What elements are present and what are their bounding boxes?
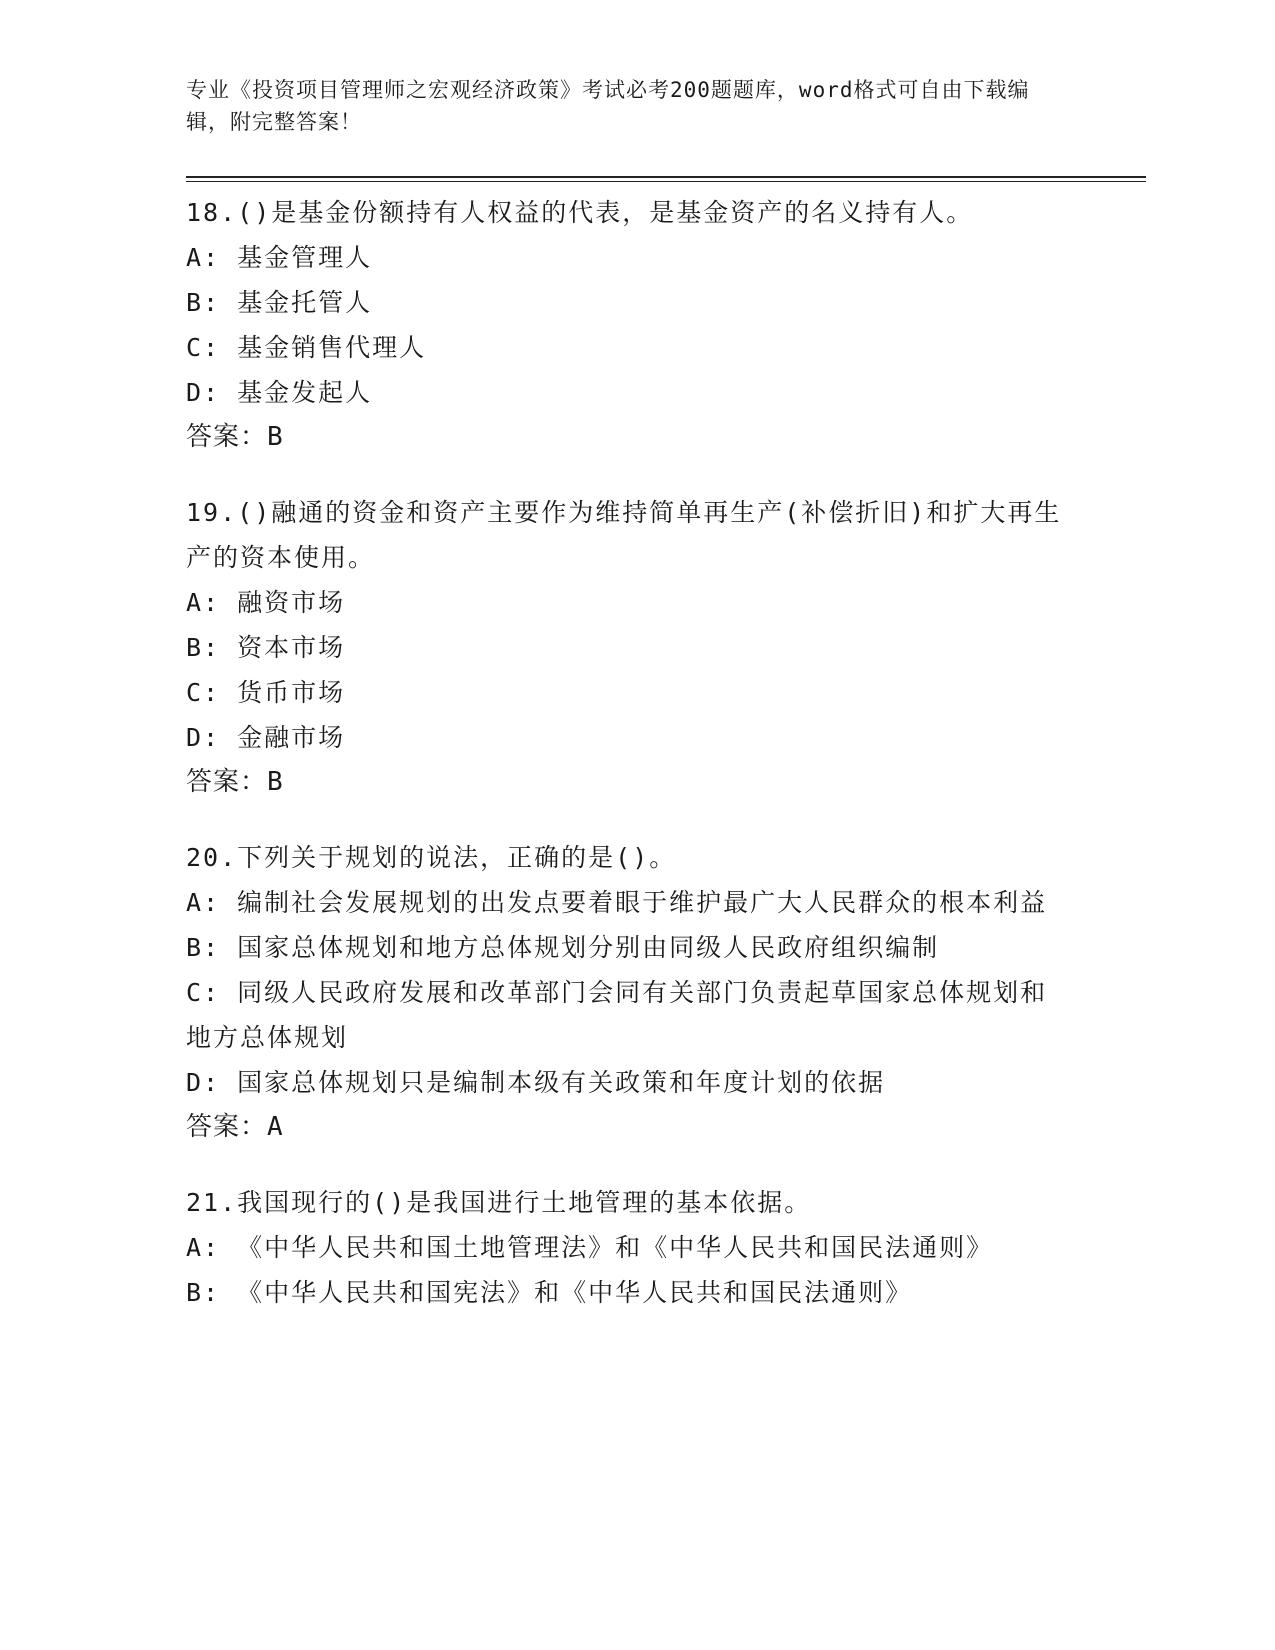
question-stem: 18.()是基金份额持有人权益的代表，是基金资产的名义持有人。	[186, 198, 974, 227]
answer	[186, 1105, 1066, 1150]
option-b: B: 国家总体规划和地方总体规划分别由同级人民政府组织编制	[186, 933, 940, 962]
answer-value: A	[267, 1112, 284, 1142]
option-a: A: 基金管理人	[186, 243, 373, 272]
question-18	[186, 190, 1066, 460]
option-b: B: 资本市场	[186, 633, 346, 662]
question-list	[186, 190, 1066, 1345]
option-d: D: 金融市场	[186, 723, 346, 752]
option-b: B: 基金托管人	[186, 288, 373, 317]
option-c: C: 同级人民政府发展和改革部门会同有关部门负责起草国家总体规划和地方总体规划	[186, 978, 1048, 1052]
answer-value: B	[267, 422, 284, 452]
option-c: C: 货币市场	[186, 678, 346, 707]
answer-label: 答案：	[186, 1112, 268, 1142]
question-stem: 20.下列关于规划的说法，正确的是()。	[186, 843, 677, 872]
question-stem: 19.()融通的资金和资产主要作为维持简单再生产(补偿折旧)和扩大再生产的资本使用。	[186, 498, 1062, 572]
answer-label: 答案：	[186, 422, 268, 452]
question-21	[186, 1180, 1066, 1315]
option-c: C: 基金销售代理人	[186, 333, 427, 362]
answer-value: B	[267, 767, 284, 797]
header-divider-thick	[186, 176, 1146, 178]
header-divider-thin	[186, 181, 1146, 182]
answer-label: 答案：	[186, 767, 268, 797]
option-a: A: 编制社会发展规划的出发点要着眼于维护最广大人民群众的根本利益	[186, 888, 1048, 917]
answer	[186, 760, 1066, 805]
document-header: 专业《投资项目管理师之宏观经济政策》考试必考200题题库，word格式可自由下载编辑，附完整答案！	[186, 78, 1030, 134]
option-d: D: 基金发起人	[186, 378, 373, 407]
answer	[186, 415, 1066, 460]
option-a: A: 融资市场	[186, 588, 346, 617]
question-19	[186, 490, 1066, 805]
question-stem: 21.我国现行的()是我国进行土地管理的基本依据。	[186, 1188, 812, 1217]
option-b: B: 《中华人民共和国宪法》和《中华人民共和国民法通则》	[186, 1278, 913, 1307]
question-20	[186, 835, 1066, 1150]
option-d: D: 国家总体规划只是编制本级有关政策和年度计划的依据	[186, 1068, 886, 1097]
option-a: A: 《中华人民共和国土地管理法》和《中华人民共和国民法通则》	[186, 1233, 994, 1262]
